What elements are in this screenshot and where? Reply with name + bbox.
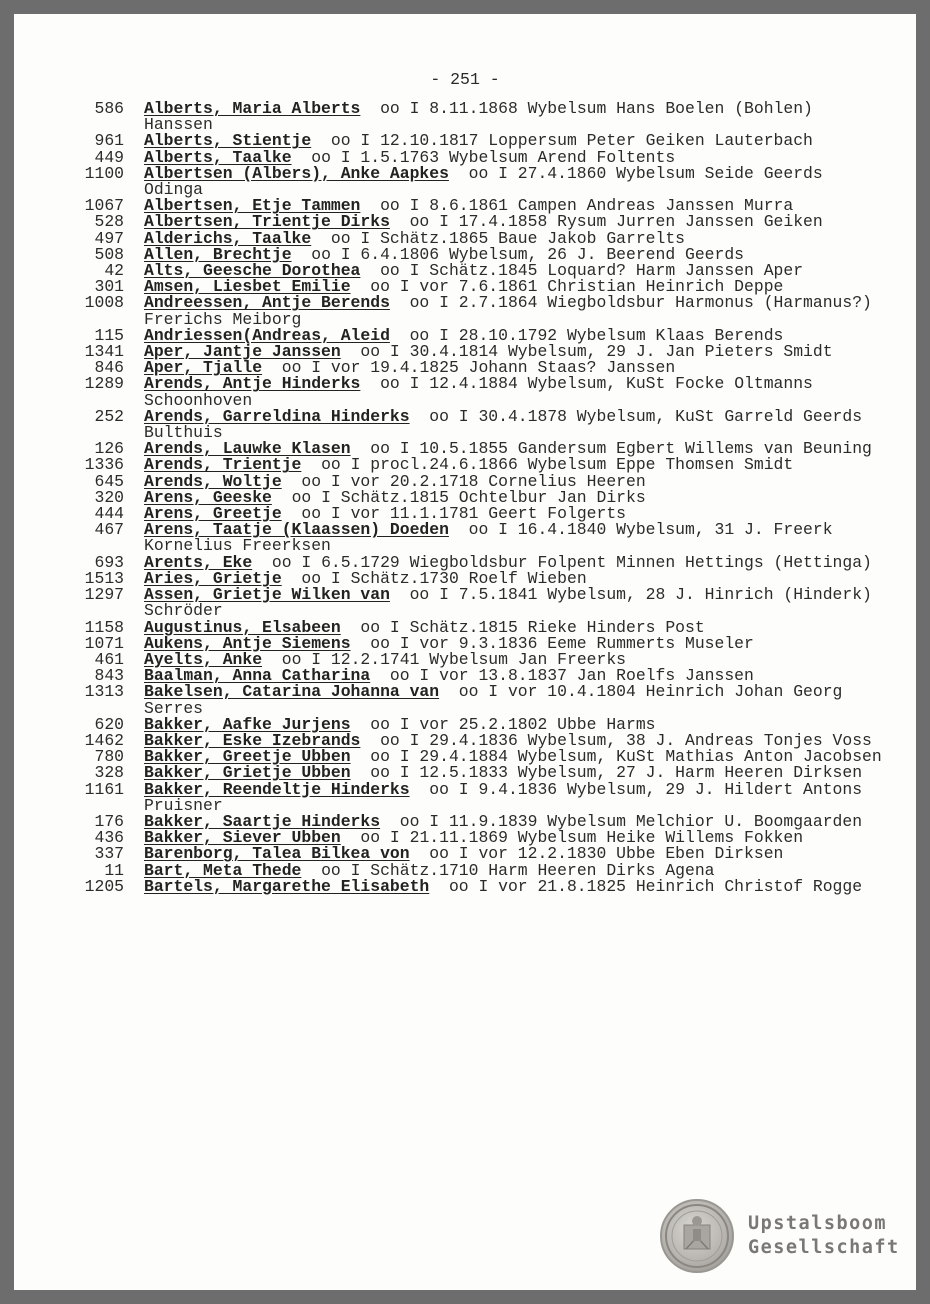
entry-details: oo I 16.4.1840 Wybelsum, 31 J. Freerk Kornelius Freerksen bbox=[144, 520, 833, 556]
entry-number: 1462 bbox=[84, 730, 124, 750]
entry-details: oo I 12.2.1741 Wybelsum Jan Freerks bbox=[281, 649, 626, 669]
seal-icon bbox=[660, 1199, 734, 1273]
entry-number: 645 bbox=[94, 471, 124, 491]
entry-details: oo I vor 9.3.1836 Eeme Rummerts Museler bbox=[370, 633, 754, 653]
entry-number: 843 bbox=[94, 666, 124, 686]
entry-number: 449 bbox=[94, 147, 124, 167]
entry-list bbox=[70, 101, 890, 895]
entry-details: oo I 6.4.1806 Wybelsum, 26 J. Beerend Geerds bbox=[311, 244, 745, 264]
entry-number: 115 bbox=[94, 325, 124, 345]
entry-name: Assen, Grietje Wilken van bbox=[144, 585, 390, 605]
entry-name: Andriessen(Andreas, Aleid bbox=[144, 325, 390, 345]
entry-details: oo I 6.5.1729 Wiegboldsbur Folpent Minnen Hettings (Hettinga) bbox=[271, 552, 872, 572]
entry-number: 1071 bbox=[84, 633, 124, 653]
entry-details: oo I 30.4.1878 Wybelsum, KuSt Garreld Geerds Bulthuis bbox=[144, 406, 863, 443]
entry-number: 1161 bbox=[84, 779, 124, 799]
entry-details: oo I 11.9.1839 Wybelsum Melchior U. Boomgaarden bbox=[399, 811, 863, 831]
entry-details: oo I vor 7.6.1861 Christian Heinrich Deppe bbox=[370, 277, 784, 297]
entry-number: 693 bbox=[94, 552, 124, 572]
list-item bbox=[70, 779, 890, 815]
entry-number: 461 bbox=[94, 649, 124, 669]
entry-number: 1205 bbox=[84, 876, 124, 896]
entry-name: Allen, Brechtje bbox=[144, 244, 292, 264]
entry-details: oo I Schätz.1815 Rieke Hinders Post bbox=[360, 617, 705, 637]
entry-details: oo I 12.5.1833 Wybelsum, 27 J. Harm Heeren Dirksen bbox=[370, 763, 863, 783]
entry-details: oo I 1.5.1763 Wybelsum Arend Foltents bbox=[311, 147, 676, 167]
logo-line-2: Gesellschaft bbox=[748, 1237, 900, 1258]
entry-details: oo I Schätz.1845 Loquard? Harm Janssen Aper bbox=[380, 261, 804, 281]
list-item bbox=[70, 876, 890, 896]
entry-number: 301 bbox=[94, 277, 124, 297]
entry-number: 126 bbox=[94, 439, 124, 459]
entry-name: Bakker, Eske Izebrands bbox=[144, 730, 361, 750]
entry-details: oo I 7.5.1841 Wybelsum, 28 J. Hinrich (Hinderk) Schröder bbox=[144, 585, 872, 621]
entry-number: 467 bbox=[94, 520, 124, 540]
list-item bbox=[70, 587, 890, 619]
entry-details: oo I Schätz.1710 Harm Heeren Dirks Agena bbox=[321, 860, 715, 880]
entry-number: 42 bbox=[104, 261, 124, 281]
entry-name: Bakker, Reendeltje Hinderks bbox=[144, 779, 410, 799]
entry-details: oo I vor 21.8.1825 Heinrich Christof Rogge bbox=[448, 876, 863, 896]
entry-number: 1100 bbox=[84, 163, 124, 183]
entry-number: 252 bbox=[94, 406, 124, 426]
entry-details: oo I vor 20.2.1718 Cornelius Heeren bbox=[301, 471, 646, 491]
entry-number: 846 bbox=[94, 358, 124, 378]
entry-number: 337 bbox=[94, 844, 124, 864]
entry-number: 586 bbox=[94, 99, 124, 118]
entry-number: 1297 bbox=[84, 585, 124, 605]
list-item bbox=[70, 295, 890, 327]
entry-number: 961 bbox=[94, 131, 124, 151]
entry-details: oo I 29.4.1836 Wybelsum, 38 J. Andreas Tonjes Voss bbox=[380, 730, 872, 750]
entry-name: Bakker, Siever Ubben bbox=[144, 828, 341, 848]
entry-details: oo I vor 25.2.1802 Ubbe Harms bbox=[370, 714, 656, 734]
page-number: - 251 - bbox=[430, 70, 500, 89]
entry-name: Bakelsen, Catarina Johanna van bbox=[144, 682, 440, 702]
list-item bbox=[70, 101, 890, 133]
entry-name: Alberts, Maria Alberts bbox=[144, 99, 361, 118]
entry-name: Arends, Antje Hinderks bbox=[144, 374, 361, 394]
entry-name: Aries, Grietje bbox=[144, 568, 282, 588]
society-logo bbox=[660, 1199, 900, 1273]
entry-name: Arends, Garreldina Hinderks bbox=[144, 406, 410, 426]
entry-name: Barenborg, Talea Bilkea von bbox=[144, 844, 410, 864]
entry-details: oo I vor 11.1.1781 Geert Folgerts bbox=[301, 504, 626, 524]
entry-name: Bakker, Saartje Hinderks bbox=[144, 811, 381, 831]
entry-name: Andreessen, Antje Berends bbox=[144, 293, 390, 313]
entry-details: oo I 27.4.1860 Wybelsum Seide Geerds Odinga bbox=[144, 163, 823, 200]
document-page bbox=[14, 14, 916, 1290]
entry-details: oo I Schätz.1865 Baue Jakob Garrelts bbox=[330, 228, 686, 248]
entry-details: oo I vor 19.4.1825 Johann Staas? Janssen bbox=[281, 358, 676, 378]
entry-details: oo I 21.11.1869 Wybelsum Heike Willems Fokken bbox=[360, 828, 804, 848]
entry-number: 1341 bbox=[84, 342, 124, 362]
entry-name: Arents, Eke bbox=[144, 552, 253, 572]
entry-name: Bakker, Aafke Jurjens bbox=[144, 714, 351, 734]
entry-number: 176 bbox=[94, 811, 124, 831]
entry-details: oo I vor 10.4.1804 Heinrich Johan Georg Serres bbox=[144, 682, 843, 718]
entry-name: Alberts, Stientje bbox=[144, 131, 312, 151]
entry-number: 780 bbox=[94, 747, 124, 767]
entry-number: 436 bbox=[94, 828, 124, 848]
entry-name: Aukens, Antje Siemens bbox=[144, 633, 351, 653]
entry-details: oo I 17.4.1858 Rysum Jurren Janssen Geiken bbox=[409, 212, 823, 232]
entry-name: Aper, Jantje Janssen bbox=[144, 342, 341, 362]
entry-details: oo I 9.4.1836 Wybelsum, 29 J. Hildert Antons Pruisner bbox=[144, 779, 863, 815]
entry-details: oo I Schätz.1815 Ochtelbur Jan Dirks bbox=[291, 487, 646, 507]
entry-number: 1336 bbox=[84, 455, 124, 475]
entry-details: oo I vor 12.2.1830 Ubbe Eben Dirksen bbox=[429, 844, 784, 864]
entry-name: Bakker, Grietje Ubben bbox=[144, 763, 351, 783]
entry-number: 320 bbox=[94, 487, 124, 507]
entry-details: oo I 8.6.1861 Campen Andreas Janssen Murra bbox=[380, 196, 794, 216]
entry-number: 444 bbox=[94, 504, 124, 524]
entry-name: Bart, Meta Thede bbox=[144, 860, 302, 880]
entry-number: 1067 bbox=[84, 196, 124, 216]
entry-details: oo I 29.4.1884 Wybelsum, KuSt Mathias Anton Jacobsen bbox=[370, 747, 882, 767]
entry-details: oo I vor 13.8.1837 Jan Roelfs Janssen bbox=[389, 666, 754, 686]
entry-number: 497 bbox=[94, 228, 124, 248]
entry-name: Aper, Tjalle bbox=[144, 358, 263, 378]
entry-details: oo I Schätz.1730 Roelf Wieben bbox=[301, 568, 587, 588]
entry-name: Arens, Taatje (Klaassen) Doeden bbox=[144, 520, 449, 540]
entry-name: Arends, Lauwke Klasen bbox=[144, 439, 351, 459]
entry-name: Arens, Greetje bbox=[144, 504, 282, 524]
entry-number: 1008 bbox=[84, 293, 124, 313]
logo-text bbox=[748, 1212, 900, 1260]
entry-name: Amsen, Liesbet Emilie bbox=[144, 277, 351, 297]
entry-name: Alts, Geesche Dorothea bbox=[144, 261, 361, 281]
entry-details: oo I 12.10.1817 Loppersum Peter Geiken Lauterbach bbox=[330, 131, 813, 151]
entry-name: Albertsen, Trientje Dirks bbox=[144, 212, 390, 232]
entry-name: Ayelts, Anke bbox=[144, 649, 263, 669]
entry-number: 328 bbox=[94, 763, 124, 783]
list-item bbox=[70, 376, 890, 408]
entry-name: Alberts, Taalke bbox=[144, 147, 292, 167]
entry-details: oo I 10.5.1855 Gandersum Egbert Willems van Beuning bbox=[370, 439, 872, 459]
entry-name: Albertsen, Etje Tammen bbox=[144, 196, 361, 216]
list-item bbox=[70, 406, 890, 443]
entry-details: oo I 30.4.1814 Wybelsum, 29 J. Jan Pieters Smidt bbox=[360, 342, 833, 362]
entry-number: 620 bbox=[94, 714, 124, 734]
entry-name: Arens, Geeske bbox=[144, 487, 272, 507]
entry-number: 1289 bbox=[84, 374, 124, 394]
entry-number: 508 bbox=[94, 244, 124, 264]
entry-details: oo I 12.4.1884 Wybelsum, KuSt Focke Oltmanns Schoonhoven bbox=[144, 374, 813, 410]
list-item bbox=[70, 684, 890, 716]
entry-name: Bartels, Margarethe Elisabeth bbox=[144, 876, 430, 896]
entry-details: oo I 28.10.1792 Wybelsum Klaas Berends bbox=[409, 325, 784, 345]
entry-number: 528 bbox=[94, 212, 124, 232]
entry-details: oo I procl.24.6.1866 Wybelsum Eppe Thomsen Smidt bbox=[321, 455, 794, 475]
entry-number: 1313 bbox=[84, 682, 124, 702]
entry-name: Bakker, Greetje Ubben bbox=[144, 747, 351, 767]
logo-line-1: Upstalsboom bbox=[748, 1213, 888, 1234]
entry-number: 1513 bbox=[84, 568, 124, 588]
list-item bbox=[70, 163, 890, 200]
entry-name: Augustinus, Elsabeen bbox=[144, 617, 341, 637]
entry-number: 1158 bbox=[84, 617, 124, 637]
entry-name: Baalman, Anna Catharina bbox=[144, 666, 371, 686]
entry-details: oo I 2.7.1864 Wiegboldsbur Harmonus (Harmanus?) Frerichs Meiborg bbox=[144, 293, 872, 329]
entry-name: Arends, Woltje bbox=[144, 471, 282, 491]
entry-name: Arends, Trientje bbox=[144, 455, 302, 475]
entry-number: 11 bbox=[104, 860, 124, 880]
list-item bbox=[70, 522, 890, 554]
entry-name: Alderichs, Taalke bbox=[144, 228, 312, 248]
entry-details: oo I 8.11.1868 Wybelsum Hans Boelen (Bohlen) Hanssen bbox=[144, 99, 813, 135]
entry-name: Albertsen (Albers), Anke Aapkes bbox=[144, 163, 449, 183]
